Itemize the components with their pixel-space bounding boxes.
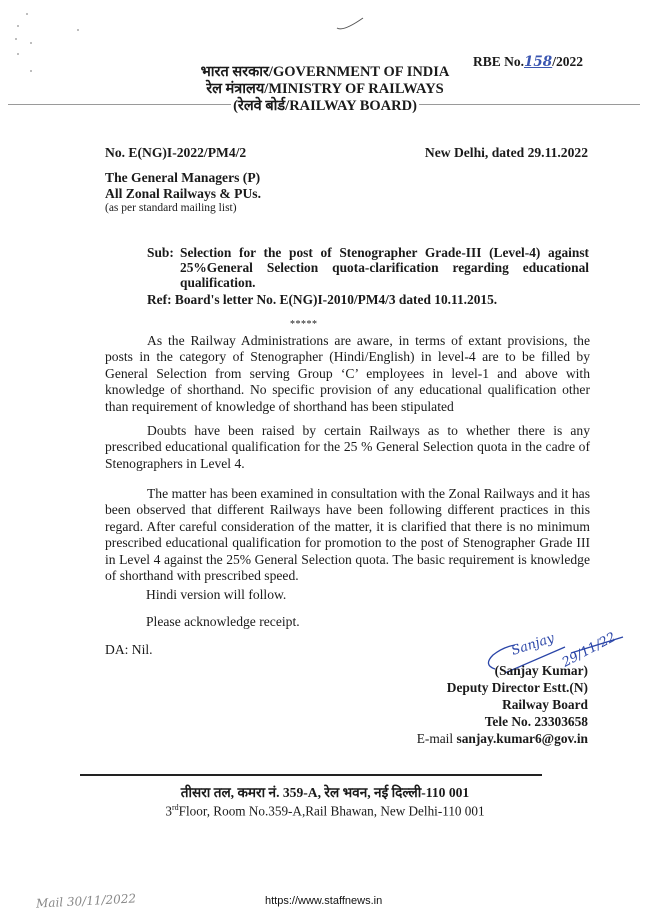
floor-suffix: rd [171, 803, 179, 812]
letter-number: No. E(NG)I-2022/PM4/2 [105, 145, 247, 160]
subject-label: Sub: [147, 245, 174, 260]
signatory-tele: Tele No. 23303658 [484, 714, 588, 729]
place-date: New Delhi, dated 29.11.2022 [424, 145, 588, 160]
signature-name-scribble: Sanjay [509, 630, 557, 659]
paragraph-2 [105, 423, 590, 472]
signatory-office: Railway Board [502, 697, 588, 712]
signatory-email-line [417, 731, 588, 748]
hindi-version-note: Hindi version will follow. [146, 587, 287, 602]
subject-block [147, 245, 589, 290]
addressee-line-3: (as per standard mailing list) [105, 202, 237, 214]
addressee-line-1: The General Managers (P) [105, 170, 261, 185]
email-address[interactable]: sanjay.kumar6@gov.in [456, 731, 588, 746]
handwritten-mail-note: Mail 30/11/2022 [35, 891, 137, 911]
website-link[interactable]: https://www.staffnews.in [265, 895, 383, 907]
footer-address-english [0, 803, 650, 819]
acknowledge-note: Please acknowledge receipt. [146, 614, 300, 629]
header-board: (रेलवे बोर्ड/RAILWAY BOARD) [233, 98, 417, 114]
ref-text: Board's letter No. E(NG)I-2010/PM4/3 dated 10.11.2015. [174, 292, 498, 307]
signatory-designation: Deputy Director Estt.(N) [446, 680, 588, 695]
address-rest: Floor, Room No.359-A,Rail Bhawan, New Delhi-110 001 [178, 803, 485, 819]
footer-rule [80, 774, 542, 776]
paragraph-3 [105, 486, 590, 584]
header-ministry: रेल मंत्रालय/MINISTRY OF RAILWAYS [206, 81, 444, 97]
scan-speck [77, 29, 79, 31]
rbe-prefix: RBE No. [473, 54, 525, 69]
paragraph-1 [105, 333, 590, 415]
separator-asterisks: ***** [290, 319, 318, 330]
floor-number: 3 [165, 803, 172, 819]
footer-address-hindi: तीसरा तल, कमरा नं. 359-A, रेल भवन, नई दिल्ली-110 001 [180, 785, 470, 800]
addressee-line-2: All Zonal Railways & PUs. [105, 186, 261, 201]
signatory-name: (Sanjay Kumar) [494, 663, 588, 678]
email-label: E-mail [416, 731, 457, 746]
da-nil: DA: Nil. [105, 642, 153, 657]
reference-line [147, 292, 497, 308]
header-government: भारत सरकार/GOVERNMENT OF INDIA [200, 64, 450, 80]
scan-speck [15, 38, 17, 40]
scan-speck [17, 25, 19, 27]
scan-speck [17, 53, 19, 55]
scan-speck [26, 13, 28, 15]
scan-speck [30, 42, 32, 44]
paragraph-1-text: As the Railway Administrations are aware, in terms of extant provisions, the posts in the category of Stenographer (Hindi/English) in level-4 are to be filled by General Selection from serving Group ‘C’ employees in level-1 and above with knowledge of shorthand. No specific provision of any educational qualification other than requirement of knowledge of shorthand has been stipulated [105, 333, 590, 414]
rbe-number-handwritten: 158 [524, 54, 553, 70]
paragraph-2-text: Doubts have been raised by certain Railways as to whether there is any prescribed educational qualification for the 25 % General Selection quota in the cadre of Stenographers in Level 4. [105, 423, 590, 471]
paragraph-3-text: The matter has been examined in consultation with the Zonal Railways and it has been observed that different Railways have been following different practices in this regard. After careful consideration of the matter, it is clarified that there is no minimum prescribed educational qualification for promotion to the post of Stenographer Grade III in Level 4 against the 25% General Selection quota. The basic requirement is knowledge of shorthand with prescribed speed. [105, 486, 590, 584]
ref-label: Ref: [147, 292, 172, 307]
signature-date-scribble: 29/11/22 [559, 629, 619, 671]
header-board-wrap [0, 95, 650, 115]
rbe-suffix: /2022 [552, 54, 583, 69]
check-mark [335, 14, 365, 34]
subject-text: Selection for the post of Stenographer Grade-III (Level-4) against 25%General Selection quota-clarification regarding educational qualification. [180, 245, 589, 290]
